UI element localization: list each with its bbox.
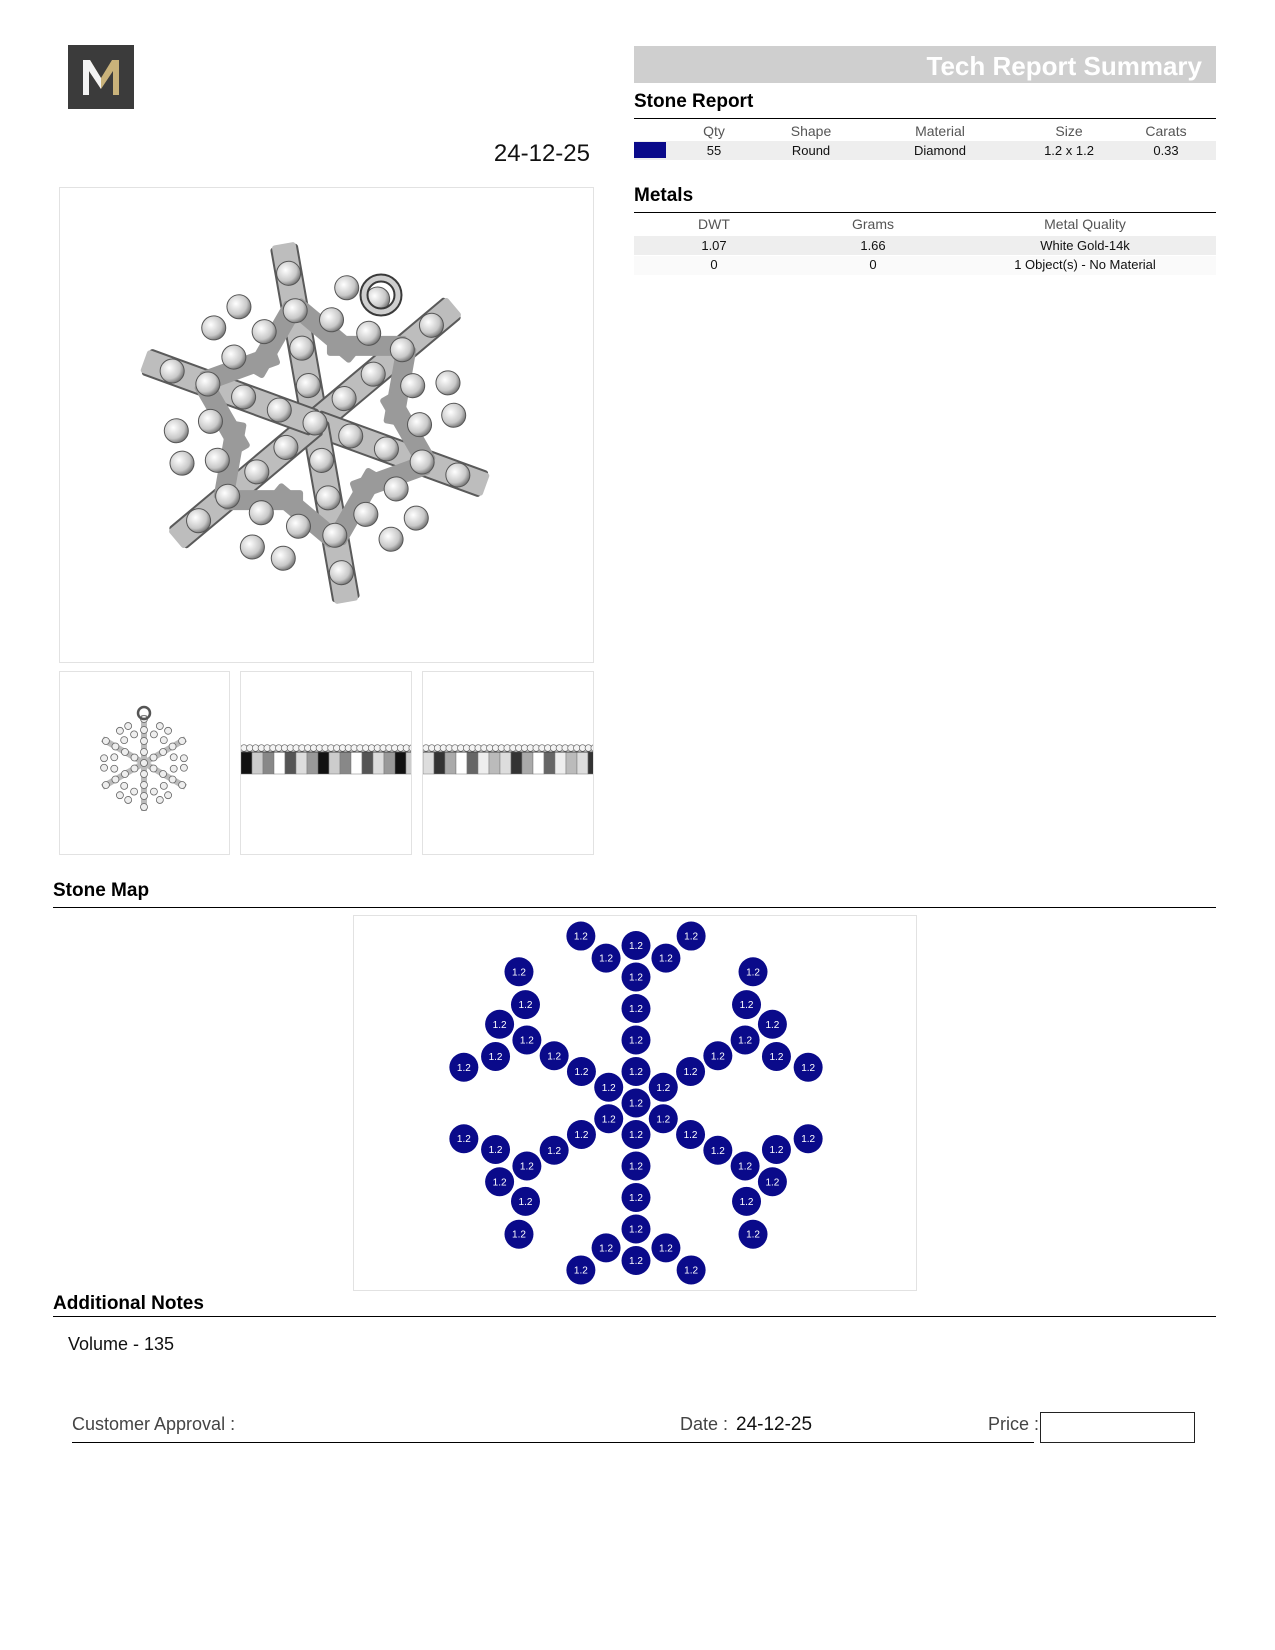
stone-marker — [731, 1026, 760, 1055]
stone-marker — [592, 1233, 621, 1262]
stone-marker — [540, 1041, 569, 1070]
stone-marker — [762, 1042, 791, 1071]
side-view-image — [241, 672, 411, 854]
svg-text:1.2: 1.2 — [547, 1051, 562, 1063]
stone-marker — [511, 1187, 540, 1216]
cell-quality-1: White Gold-14k — [1040, 238, 1130, 253]
svg-text:1.2: 1.2 — [518, 1000, 533, 1012]
notes-divider — [53, 1316, 1216, 1317]
stone-marker — [622, 1183, 651, 1212]
stone-marker — [676, 1057, 705, 1086]
stone-marker — [485, 1010, 514, 1039]
svg-text:1.2: 1.2 — [629, 941, 643, 952]
stone-marker — [592, 944, 621, 973]
cell-material: Diamond — [913, 143, 967, 158]
stone-marker — [511, 990, 540, 1019]
svg-text:1.2: 1.2 — [488, 1145, 503, 1157]
svg-text:1.2: 1.2 — [512, 967, 526, 979]
svg-text:1.2: 1.2 — [599, 953, 614, 965]
col-dwt: DWT — [698, 216, 730, 232]
stone-marker — [449, 1053, 478, 1082]
stone-marker — [758, 1010, 787, 1039]
svg-text:1.2: 1.2 — [710, 1145, 725, 1157]
svg-text:1.2: 1.2 — [629, 1035, 643, 1047]
svg-text:1.2: 1.2 — [456, 1134, 471, 1146]
svg-text:1.2: 1.2 — [739, 1000, 754, 1012]
thumbnail-front-view[interactable] — [59, 671, 230, 855]
date-label: Date : — [680, 1414, 729, 1434]
stone-color-swatch — [634, 142, 666, 158]
price-input[interactable] — [1040, 1412, 1195, 1443]
svg-text:1.2: 1.2 — [746, 967, 760, 979]
svg-text:1.2: 1.2 — [710, 1051, 725, 1063]
stone-marker — [731, 1152, 760, 1181]
snowflake-thumbnail-image — [60, 672, 229, 854]
stone-marker — [622, 1057, 651, 1086]
svg-text:1.2: 1.2 — [629, 1224, 643, 1236]
stone-map-panel — [353, 915, 917, 1291]
snowflake-render-image — [60, 188, 593, 662]
cell-dwt-2: 0 — [710, 257, 718, 272]
stone-marker — [504, 957, 533, 986]
stone-marker — [481, 1042, 510, 1071]
stone-marker — [622, 1089, 651, 1118]
svg-text:1.2: 1.2 — [488, 1051, 503, 1063]
svg-text:1.2: 1.2 — [658, 953, 673, 965]
stone-marker — [622, 1026, 651, 1055]
svg-text:1.2: 1.2 — [518, 1196, 533, 1208]
stone-marker — [703, 1041, 732, 1070]
svg-text:1.2: 1.2 — [683, 1067, 698, 1078]
stone-marker — [622, 1120, 651, 1149]
svg-text:1.2: 1.2 — [769, 1145, 784, 1157]
stone-marker — [703, 1136, 732, 1165]
additional-notes-title: Additional Notes — [53, 1293, 204, 1314]
stone-marker — [649, 1104, 678, 1133]
stone-report-divider — [634, 118, 1216, 119]
svg-text:1.2: 1.2 — [765, 1177, 780, 1189]
stone-map-divider — [53, 907, 1216, 908]
svg-text:1.2: 1.2 — [684, 931, 699, 943]
cell-shape: Round — [791, 143, 831, 158]
signature-line[interactable] — [72, 1442, 1034, 1443]
svg-text:1.2: 1.2 — [601, 1114, 616, 1126]
svg-text:1.2: 1.2 — [738, 1035, 753, 1047]
svg-text:1.2: 1.2 — [512, 1229, 526, 1241]
cell-qty: 55 — [706, 143, 722, 158]
svg-text:1.2: 1.2 — [683, 1130, 698, 1141]
svg-text:1.2: 1.2 — [629, 1161, 643, 1173]
stone-marker — [622, 1215, 651, 1244]
stone-marker — [594, 1073, 623, 1102]
cell-grams-2: 0 — [869, 257, 877, 272]
stone-marker — [651, 944, 680, 973]
stone-report-title: Stone Report — [634, 91, 754, 112]
cell-carats: 0.33 — [1153, 143, 1179, 158]
svg-text:1.2: 1.2 — [656, 1082, 671, 1094]
approval-date-value: 24-12-25 — [736, 1414, 813, 1435]
col-carats: Carats — [1145, 123, 1187, 139]
notes-text: Volume - 135 — [68, 1334, 175, 1354]
svg-text:1.2: 1.2 — [629, 1067, 643, 1078]
svg-text:1.2: 1.2 — [573, 1265, 588, 1277]
svg-text:1.2: 1.2 — [746, 1229, 760, 1241]
stone-marker — [649, 1073, 678, 1102]
thumbnail-side-view[interactable] — [240, 671, 412, 855]
stone-marker — [485, 1167, 514, 1196]
svg-text:1.2: 1.2 — [601, 1082, 616, 1094]
cell-dwt-1: 1.07 — [701, 238, 727, 253]
stone-marker — [758, 1167, 787, 1196]
cell-grams-1: 1.66 — [860, 238, 886, 253]
svg-text:1.2: 1.2 — [456, 1062, 471, 1074]
metals-divider — [634, 212, 1216, 213]
stone-marker — [566, 922, 595, 951]
customer-approval-label: Customer Approval : — [72, 1414, 236, 1434]
metals-title: Metals — [634, 185, 694, 206]
stone-marker — [594, 1104, 623, 1133]
stone-marker — [540, 1136, 569, 1165]
stone-marker — [622, 931, 651, 960]
main-render-view — [59, 187, 594, 663]
price-label: Price : — [988, 1414, 1040, 1434]
col-size: Size — [1055, 123, 1083, 139]
company-logo — [68, 45, 134, 109]
stone-marker — [566, 1255, 595, 1284]
stone-marker — [794, 1124, 823, 1153]
col-metal-quality: Metal Quality — [1044, 216, 1126, 232]
col-material: Material — [915, 123, 965, 139]
svg-text:1.2: 1.2 — [547, 1145, 562, 1157]
side-view-image-2 — [423, 672, 593, 854]
svg-text:1.2: 1.2 — [492, 1177, 507, 1189]
svg-text:1.2: 1.2 — [629, 972, 643, 984]
svg-text:1.2: 1.2 — [492, 1019, 507, 1031]
svg-text:1.2: 1.2 — [629, 1256, 643, 1267]
svg-text:1.2: 1.2 — [519, 1161, 534, 1173]
stone-marker — [677, 922, 706, 951]
m-logo-icon — [68, 45, 134, 109]
svg-text:1.2: 1.2 — [656, 1114, 671, 1126]
stone-marker — [677, 1255, 706, 1284]
col-shape: Shape — [790, 123, 832, 139]
report-date: 24-12-25 — [493, 140, 590, 167]
stone-marker — [794, 1053, 823, 1082]
thumbnail-side-view-2[interactable] — [422, 671, 594, 855]
svg-text:1.2: 1.2 — [599, 1243, 614, 1255]
stone-marker — [449, 1124, 478, 1153]
stone-marker — [622, 994, 651, 1023]
cell-quality-2: 1 Object(s) - No Material — [1014, 257, 1156, 272]
stone-marker — [504, 1220, 533, 1249]
stone-marker — [622, 1246, 651, 1275]
stone-map-diagram — [354, 916, 916, 1290]
cell-size: 1.2 x 1.2 — [1044, 143, 1094, 158]
stone-marker — [622, 1152, 651, 1181]
svg-text:1.2: 1.2 — [519, 1035, 534, 1047]
stone-marker — [739, 957, 768, 986]
svg-text:1.2: 1.2 — [629, 1098, 643, 1110]
svg-text:1.2: 1.2 — [574, 1067, 589, 1078]
svg-text:1.2: 1.2 — [573, 931, 588, 943]
svg-text:1.2: 1.2 — [801, 1062, 816, 1074]
stone-marker — [676, 1120, 705, 1149]
svg-text:1.2: 1.2 — [574, 1130, 589, 1141]
stone-marker — [567, 1057, 596, 1086]
stone-marker — [481, 1135, 510, 1164]
svg-text:1.2: 1.2 — [629, 1130, 643, 1141]
col-qty: Qty — [703, 123, 725, 139]
stone-marker — [732, 990, 761, 1019]
stone-marker — [512, 1152, 541, 1181]
svg-text:1.2: 1.2 — [684, 1265, 699, 1277]
stone-marker — [651, 1233, 680, 1262]
svg-text:1.2: 1.2 — [769, 1051, 784, 1063]
stone-marker — [622, 963, 651, 992]
svg-text:1.2: 1.2 — [629, 1004, 643, 1015]
stone-marker — [762, 1135, 791, 1164]
svg-text:1.2: 1.2 — [739, 1196, 754, 1208]
report-title-bar: Tech Report Summary — [634, 46, 1216, 83]
svg-text:1.2: 1.2 — [765, 1019, 780, 1031]
stone-marker — [732, 1187, 761, 1216]
col-grams: Grams — [852, 216, 894, 232]
stone-marker — [739, 1220, 768, 1249]
stone-marker — [567, 1120, 596, 1149]
svg-text:1.2: 1.2 — [801, 1134, 816, 1146]
svg-text:1.2: 1.2 — [629, 1193, 643, 1204]
svg-text:1.2: 1.2 — [738, 1161, 753, 1173]
svg-text:1.2: 1.2 — [658, 1243, 673, 1255]
stone-map-title: Stone Map — [53, 880, 150, 901]
stone-marker — [512, 1026, 541, 1055]
